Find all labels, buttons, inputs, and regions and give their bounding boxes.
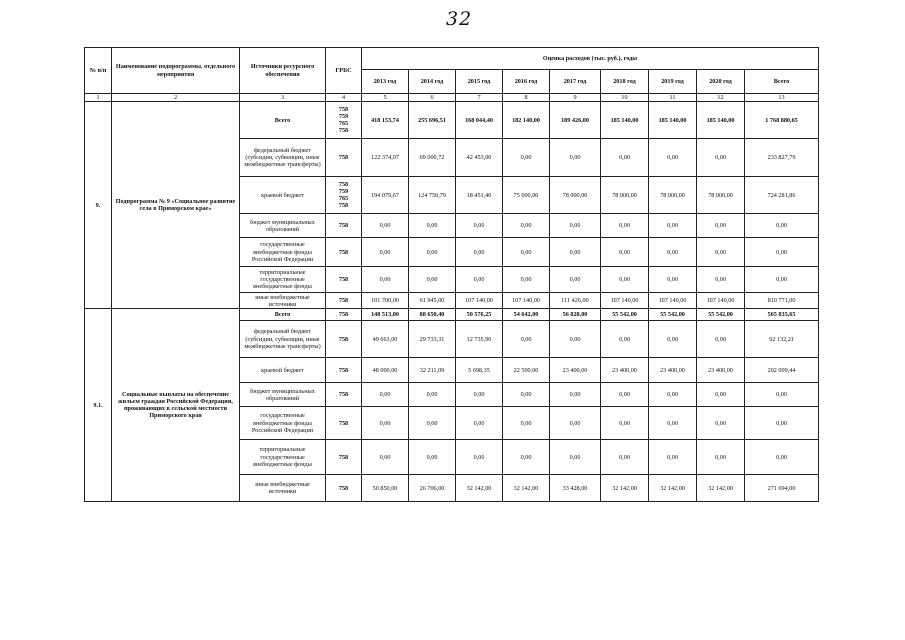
amount-cell: 42 453,00 bbox=[456, 139, 503, 177]
amount-cell: 0,00 bbox=[550, 321, 601, 358]
amount-cell: 255 696,51 bbox=[409, 102, 456, 139]
amount-cell: 418 153,74 bbox=[362, 102, 409, 139]
amount-cell: 0,00 bbox=[745, 214, 819, 238]
amount-cell: 0,00 bbox=[649, 383, 697, 407]
amount-cell: 0,00 bbox=[362, 407, 409, 440]
index-cell: 4 bbox=[326, 94, 362, 102]
amount-cell: 0,00 bbox=[697, 321, 745, 358]
index-cell: 1 bbox=[85, 94, 112, 102]
amount-cell: 185 140,00 bbox=[601, 102, 649, 139]
amount-cell: 0,00 bbox=[601, 321, 649, 358]
amount-cell: 23 400,00 bbox=[601, 358, 649, 383]
funding-source: иные внебюджетные источники bbox=[240, 293, 326, 309]
index-cell: 2 bbox=[112, 94, 240, 102]
amount-cell: 0,00 bbox=[601, 139, 649, 177]
grbs-code: 758 bbox=[326, 358, 362, 383]
header-grbs: ГРБС bbox=[326, 48, 362, 94]
grbs-code: 758 bbox=[326, 475, 362, 502]
year-header: 2016 год bbox=[503, 70, 550, 94]
index-cell: 13 bbox=[745, 94, 819, 102]
year-header: 2014 год bbox=[409, 70, 456, 94]
amount-cell: 12 735,90 bbox=[456, 321, 503, 358]
funding-source: иные внебюджетные источники bbox=[240, 475, 326, 502]
header-estimate: Оценка расходов (тыс. руб.), годы bbox=[362, 48, 819, 70]
index-cell: 5 bbox=[362, 94, 409, 102]
amount-cell: 0,00 bbox=[550, 440, 601, 475]
amount-cell: 26 706,00 bbox=[409, 475, 456, 502]
amount-cell: 0,00 bbox=[409, 440, 456, 475]
amount-cell: 0,00 bbox=[649, 440, 697, 475]
amount-cell: 0,00 bbox=[601, 238, 649, 267]
amount-cell: 0,00 bbox=[456, 214, 503, 238]
amount-cell: 23 400,00 bbox=[649, 358, 697, 383]
amount-cell: 0,00 bbox=[649, 238, 697, 267]
amount-cell: 78 000,00 bbox=[649, 177, 697, 214]
amount-cell: 54 642,00 bbox=[503, 309, 550, 321]
amount-cell: 189 426,00 bbox=[550, 102, 601, 139]
amount-cell: 0,00 bbox=[697, 440, 745, 475]
index-cell: 10 bbox=[601, 94, 649, 102]
amount-cell: 0,00 bbox=[697, 383, 745, 407]
grbs-code: 758 bbox=[326, 321, 362, 358]
amount-cell: 32 142,00 bbox=[456, 475, 503, 502]
amount-cell: 0,00 bbox=[745, 267, 819, 293]
funding-source: государственные внебюджетные фонды Российской Федерации bbox=[240, 238, 326, 267]
grbs-code: 758 bbox=[326, 440, 362, 475]
header-source: Источники ресурсного обеспечения bbox=[240, 48, 326, 94]
amount-cell: 0,00 bbox=[649, 321, 697, 358]
amount-cell: 1 768 880,65 bbox=[745, 102, 819, 139]
amount-cell: 122 374,07 bbox=[362, 139, 409, 177]
amount-cell: 0,00 bbox=[550, 238, 601, 267]
grbs-code: 758 bbox=[326, 139, 362, 177]
program-name: Подпрограмма № 9 «Социальное развитие села в Приморском крае» bbox=[112, 102, 240, 309]
grbs-code: 758 bbox=[326, 309, 362, 321]
amount-cell: 69 000,72 bbox=[409, 139, 456, 177]
amount-cell: 0,00 bbox=[550, 407, 601, 440]
amount-cell: 0,00 bbox=[697, 407, 745, 440]
amount-cell: 29 733,31 bbox=[409, 321, 456, 358]
amount-cell: 0,00 bbox=[601, 214, 649, 238]
grbs-code: 758 bbox=[326, 267, 362, 293]
amount-cell: 0,00 bbox=[550, 139, 601, 177]
amount-cell: 0,00 bbox=[503, 238, 550, 267]
year-header: 2017 год bbox=[550, 70, 601, 94]
table-row bbox=[85, 309, 819, 321]
funding-source: федеральный бюджет (субсидии, субвенции, иные межбюджетные трансферты) bbox=[240, 139, 326, 177]
funding-source: бюджет муниципальных образований bbox=[240, 214, 326, 238]
amount-cell: 0,00 bbox=[550, 214, 601, 238]
amount-cell: 0,00 bbox=[409, 267, 456, 293]
amount-cell: 194 079,67 bbox=[362, 177, 409, 214]
amount-cell: 271 694,00 bbox=[745, 475, 819, 502]
budget-table bbox=[84, 47, 819, 502]
amount-cell: 185 140,00 bbox=[649, 102, 697, 139]
amount-cell: 0,00 bbox=[456, 383, 503, 407]
amount-cell: 18 451,40 bbox=[456, 177, 503, 214]
index-cell: 3 bbox=[240, 94, 326, 102]
amount-cell: 92 132,21 bbox=[745, 321, 819, 358]
funding-source: федеральный бюджет (субсидии, субвенции, иные межбюджетные трансферты) bbox=[240, 321, 326, 358]
amount-cell: 0,00 bbox=[456, 440, 503, 475]
amount-cell: 185 140,00 bbox=[697, 102, 745, 139]
year-header: Всего bbox=[745, 70, 819, 94]
amount-cell: 55 542,00 bbox=[649, 309, 697, 321]
amount-cell: 50 576,25 bbox=[456, 309, 503, 321]
amount-cell: 0,00 bbox=[362, 214, 409, 238]
amount-cell: 0,00 bbox=[362, 383, 409, 407]
index-cell: 8 bbox=[503, 94, 550, 102]
funding-source: бюджет муниципальных образований bbox=[240, 383, 326, 407]
amount-cell: 56 828,00 bbox=[550, 309, 601, 321]
year-header: 2015 год bbox=[456, 70, 503, 94]
index-cell: 11 bbox=[649, 94, 697, 102]
amount-cell: 78 000,00 bbox=[550, 177, 601, 214]
grbs-code: 758 bbox=[326, 407, 362, 440]
index-cell: 7 bbox=[456, 94, 503, 102]
amount-cell: 0,00 bbox=[601, 267, 649, 293]
grbs-code: 758 759 765 758 bbox=[326, 177, 362, 214]
amount-cell: 0,00 bbox=[362, 267, 409, 293]
amount-cell: 0,00 bbox=[503, 407, 550, 440]
funding-source: государственные внебюджетные фонды Российской Федерации bbox=[240, 407, 326, 440]
amount-cell: 0,00 bbox=[550, 267, 601, 293]
amount-cell: 0,00 bbox=[601, 440, 649, 475]
amount-cell: 0,00 bbox=[503, 214, 550, 238]
funding-source: Всего bbox=[240, 309, 326, 321]
grbs-code: 758 759 765 758 bbox=[326, 102, 362, 139]
amount-cell: 0,00 bbox=[409, 383, 456, 407]
index-cell: 9 bbox=[550, 94, 601, 102]
amount-cell: 724 281,86 bbox=[745, 177, 819, 214]
amount-cell: 0,00 bbox=[649, 407, 697, 440]
amount-cell: 0,00 bbox=[649, 267, 697, 293]
header-name: Наименование подпрограммы, отдельного мероприятия bbox=[112, 48, 240, 94]
amount-cell: 49 663,00 bbox=[362, 321, 409, 358]
amount-cell: 202 009,44 bbox=[745, 358, 819, 383]
amount-cell: 565 835,65 bbox=[745, 309, 819, 321]
row-number: 9. bbox=[85, 102, 112, 309]
amount-cell: 0,00 bbox=[409, 238, 456, 267]
amount-cell: 0,00 bbox=[697, 238, 745, 267]
amount-cell: 0,00 bbox=[503, 139, 550, 177]
amount-cell: 0,00 bbox=[697, 214, 745, 238]
amount-cell: 32 142,00 bbox=[649, 475, 697, 502]
amount-cell: 0,00 bbox=[745, 407, 819, 440]
amount-cell: 168 044,40 bbox=[456, 102, 503, 139]
amount-cell: 23 400,00 bbox=[697, 358, 745, 383]
amount-cell: 0,00 bbox=[745, 238, 819, 267]
amount-cell: 107 140,00 bbox=[649, 293, 697, 309]
funding-source: краевой бюджет bbox=[240, 358, 326, 383]
funding-source: краевой бюджет bbox=[240, 177, 326, 214]
amount-cell: 0,00 bbox=[362, 440, 409, 475]
amount-cell: 5 698,35 bbox=[456, 358, 503, 383]
amount-cell: 107 140,00 bbox=[601, 293, 649, 309]
amount-cell: 48 000,00 bbox=[362, 358, 409, 383]
funding-source: территориальные государственные внебюджетные фонды bbox=[240, 440, 326, 475]
index-cell: 12 bbox=[697, 94, 745, 102]
amount-cell: 0,00 bbox=[503, 440, 550, 475]
amount-cell: 78 000,00 bbox=[697, 177, 745, 214]
amount-cell: 32 142,00 bbox=[503, 475, 550, 502]
amount-cell: 88 650,40 bbox=[409, 309, 456, 321]
amount-cell: 0,00 bbox=[649, 139, 697, 177]
year-header: 2018 год bbox=[601, 70, 649, 94]
amount-cell: 55 542,00 bbox=[697, 309, 745, 321]
amount-cell: 0,00 bbox=[362, 238, 409, 267]
amount-cell: 32 142,00 bbox=[697, 475, 745, 502]
grbs-code: 758 bbox=[326, 238, 362, 267]
block-subprogram-9 bbox=[85, 102, 819, 309]
amount-cell: 148 513,00 bbox=[362, 309, 409, 321]
amount-cell: 107 140,00 bbox=[456, 293, 503, 309]
table-row bbox=[85, 102, 819, 139]
amount-cell: 233 827,79 bbox=[745, 139, 819, 177]
amount-cell: 0,00 bbox=[649, 214, 697, 238]
amount-cell: 32 211,09 bbox=[409, 358, 456, 383]
amount-cell: 0,00 bbox=[550, 383, 601, 407]
amount-cell: 0,00 bbox=[503, 383, 550, 407]
table-header bbox=[85, 48, 819, 102]
amount-cell: 0,00 bbox=[456, 238, 503, 267]
amount-cell: 124 750,79 bbox=[409, 177, 456, 214]
amount-cell: 0,00 bbox=[697, 267, 745, 293]
amount-cell: 0,00 bbox=[601, 407, 649, 440]
amount-cell: 50 850,00 bbox=[362, 475, 409, 502]
amount-cell: 0,00 bbox=[456, 407, 503, 440]
row-number: 9.1. bbox=[85, 309, 112, 502]
header-num: № п/п bbox=[85, 48, 112, 94]
year-header: 2020 год bbox=[697, 70, 745, 94]
amount-cell: 107 140,00 bbox=[503, 293, 550, 309]
grbs-code: 758 bbox=[326, 214, 362, 238]
page-number: 32 bbox=[446, 8, 473, 30]
amount-cell: 78 000,00 bbox=[601, 177, 649, 214]
grbs-code: 758 bbox=[326, 383, 362, 407]
amount-cell: 182 140,00 bbox=[503, 102, 550, 139]
amount-cell: 22 500,00 bbox=[503, 358, 550, 383]
amount-cell: 0,00 bbox=[503, 321, 550, 358]
amount-cell: 0,00 bbox=[745, 440, 819, 475]
grbs-code: 758 bbox=[326, 293, 362, 309]
amount-cell: 0,00 bbox=[409, 214, 456, 238]
amount-cell: 0,00 bbox=[697, 139, 745, 177]
amount-cell: 101 700,00 bbox=[362, 293, 409, 309]
amount-cell: 55 542,00 bbox=[601, 309, 649, 321]
amount-cell: 111 426,00 bbox=[550, 293, 601, 309]
funding-source: территориальные государственные внебюджетные фонды bbox=[240, 267, 326, 293]
amount-cell: 0,00 bbox=[601, 383, 649, 407]
index-row bbox=[85, 94, 819, 102]
year-header: 2019 год bbox=[649, 70, 697, 94]
amount-cell: 810 771,00 bbox=[745, 293, 819, 309]
index-cell: 6 bbox=[409, 94, 456, 102]
year-header: 2013 год bbox=[362, 70, 409, 94]
amount-cell: 61 945,00 bbox=[409, 293, 456, 309]
amount-cell: 33 428,00 bbox=[550, 475, 601, 502]
funding-source: Всего bbox=[240, 102, 326, 139]
amount-cell: 0,00 bbox=[456, 267, 503, 293]
amount-cell: 32 142,00 bbox=[601, 475, 649, 502]
amount-cell: 107 140,00 bbox=[697, 293, 745, 309]
amount-cell: 23 400,00 bbox=[550, 358, 601, 383]
amount-cell: 0,00 bbox=[745, 383, 819, 407]
amount-cell: 0,00 bbox=[503, 267, 550, 293]
amount-cell: 0,00 bbox=[409, 407, 456, 440]
amount-cell: 75 000,00 bbox=[503, 177, 550, 214]
block-measure-9-1 bbox=[85, 309, 819, 502]
program-name: Социальные выплаты на обеспечение жильем граждан Российской Федерации, проживающих в сельской местности Приморского края bbox=[112, 309, 240, 502]
